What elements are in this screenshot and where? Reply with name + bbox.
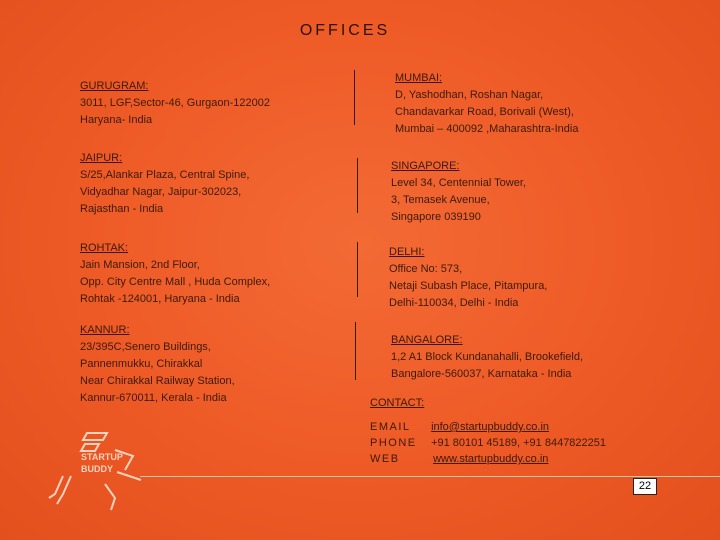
office-address-line: Rohtak -124001, Haryana - India	[80, 293, 240, 305]
divider	[355, 322, 356, 380]
office-address-line: Mumbai – 400092 ,Maharashtra-India	[395, 123, 579, 135]
email-label: EMAIL	[370, 421, 411, 433]
office-address-line: Netaji Subash Place, Pitampura,	[389, 280, 548, 292]
contact-phone-row	[370, 437, 606, 449]
web-label: WEB	[370, 453, 400, 465]
office-address-line: Opp. City Centre Mall , Huda Complex,	[80, 276, 271, 288]
phone-value: +91 80101 45189, +91 8447822251	[431, 437, 607, 449]
logo-stripe	[81, 444, 99, 451]
contact-web-row	[370, 453, 548, 465]
web-link[interactable]: www.startupbuddy.co.in	[433, 453, 549, 465]
office-jaipur	[80, 150, 249, 218]
office-address-line: Pannenmukku, Chirakkal	[80, 358, 203, 370]
office-mumbai	[395, 70, 578, 138]
office-address-line: Near Chirakkal Railway Station,	[80, 375, 235, 387]
office-address-line: Vidyadhar Nagar, Jaipur-302023,	[80, 186, 242, 198]
logo-stripe	[117, 472, 141, 480]
office-city: KANNUR:	[80, 324, 130, 336]
office-address-line: Kannur-670011, Kerala - India	[80, 392, 227, 404]
office-address-line: D, Yashodhan, Roshan Nagar,	[395, 89, 544, 101]
page-title: OFFICES	[299, 22, 391, 39]
office-address-line: Delhi-110034, Delhi - India	[389, 297, 519, 309]
logo-stripe	[105, 484, 115, 510]
office-city: ROHTAK:	[80, 242, 129, 254]
phone-label: PHONE	[370, 437, 417, 449]
office-city: SINGAPORE:	[391, 160, 460, 172]
divider	[357, 242, 358, 297]
contact-heading: CONTACT:	[370, 397, 425, 409]
logo-text-line2: BUDDY	[81, 464, 114, 474]
footer-divider	[140, 476, 720, 477]
office-city: GURUGRAM:	[80, 80, 149, 92]
contact-email-row	[370, 421, 549, 433]
office-city: DELHI:	[389, 246, 425, 258]
office-address-line: S/25,Alankar Plaza, Central Spine,	[80, 169, 250, 181]
office-address-line: Office No: 573,	[389, 263, 463, 275]
logo-text-line1: STARTUP	[81, 452, 123, 462]
office-bangalore	[391, 332, 583, 383]
divider	[354, 70, 355, 125]
page-number: 22	[633, 478, 657, 495]
office-address-line: Bangalore-560037, Karnataka - India	[391, 368, 572, 380]
office-address-line: 3, Temasek Avenue,	[391, 194, 490, 206]
office-address-line: Level 34, Centennial Tower,	[391, 177, 526, 189]
office-city: MUMBAI:	[395, 72, 443, 84]
divider	[357, 158, 358, 213]
startup-buddy-logo	[45, 428, 155, 513]
logo-stripe	[49, 476, 63, 498]
office-delhi	[389, 244, 547, 312]
office-address-line: 1,2 A1 Block Kundanahalli, Brookefield,	[391, 351, 584, 363]
office-address-line: 3011, LGF,Sector-46, Gurgaon-122002	[80, 97, 270, 109]
office-rohtak	[80, 240, 270, 308]
office-address-line: Rajasthan - India	[80, 203, 164, 215]
logo-stripe	[83, 433, 107, 440]
email-link[interactable]: info@startupbuddy.co.in	[431, 421, 550, 433]
office-address-line: Jain Mansion, 2nd Floor,	[80, 259, 200, 271]
office-singapore	[391, 158, 526, 226]
office-city: JAIPUR:	[80, 152, 123, 164]
office-address-line: Chandavarkar Road, Borivali (West),	[395, 106, 574, 118]
office-kannur	[80, 322, 235, 407]
office-address-line: 23/395C,Senero Buildings,	[80, 341, 211, 353]
office-gurugram	[80, 78, 270, 129]
office-address-line: Singapore 039190	[391, 211, 481, 223]
logo-stripe	[57, 476, 71, 504]
office-city: BANGALORE:	[391, 334, 463, 346]
office-address-line: Haryana- India	[80, 114, 153, 126]
